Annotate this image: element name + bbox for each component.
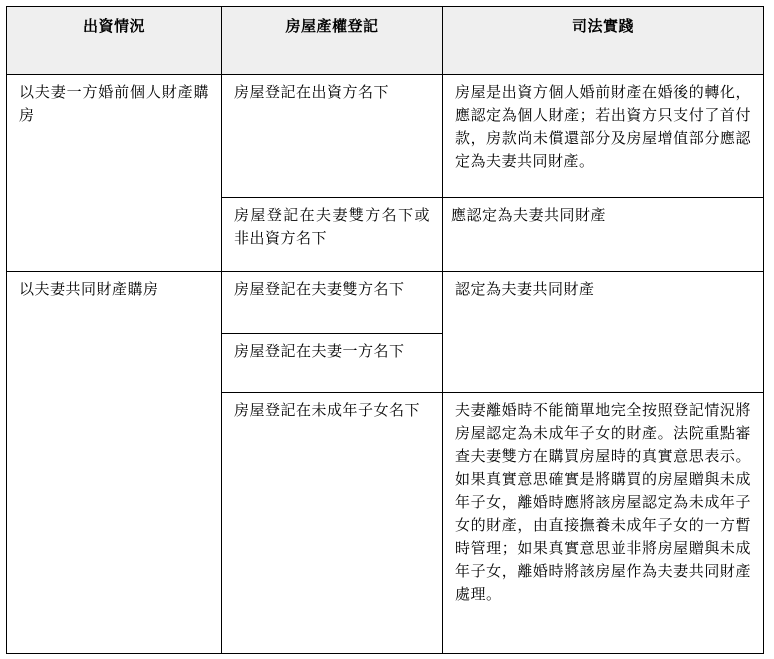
header-funding-situation: 出資情況 — [6, 6, 222, 75]
registration-both-spouses: 房屋登記在夫妻雙方名下 — [221, 271, 443, 334]
practice-minor-child: 夫妻離婚時不能簡單地完全按照登記情況將房屋認定為未成年子女的財產。法院重點審查夫妻雙方在購買房屋時的真實意思表示。如果真實意思確實是將購買的房屋贈與未成年子女，離婚時應將該房屋認定為未成年子女的財產，由直接撫養未成年子女的一方暫時管理；如果真實意思並非將房屋贈與未成年子女，離婚時將該房屋作為夫妻共同財產處理。 — [442, 392, 764, 654]
situation-premarital-personal-funds: 以夫妻一方婚前個人財產購房 — [6, 74, 222, 272]
header-judicial-practice: 司法實踐 — [442, 6, 764, 75]
property-division-table — [6, 6, 764, 654]
practice-joint-property: 應認定為夫妻共同財產 — [442, 197, 764, 272]
header-property-registration: 房屋產權登記 — [221, 6, 443, 75]
situation-joint-funds: 以夫妻共同財產購房 — [6, 271, 222, 654]
registration-funder-name: 房屋登記在出資方名下 — [221, 74, 443, 198]
practice-personal-property: 房屋是出資方個人婚前財產在婚後的轉化，應認定為個人財產；若出資方只支付了首付款，房款尚未償還部分及房屋增值部分應認定為夫妻共同財產。 — [442, 74, 764, 198]
registration-both-or-non-funder: 房屋登記在夫妻雙方名下或非出資方名下 — [221, 197, 443, 272]
registration-one-spouse: 房屋登記在夫妻一方名下 — [221, 333, 443, 393]
registration-minor-child: 房屋登記在未成年子女名下 — [221, 392, 443, 654]
practice-shared-joint-property: 認定為夫妻共同財產 — [442, 271, 764, 393]
